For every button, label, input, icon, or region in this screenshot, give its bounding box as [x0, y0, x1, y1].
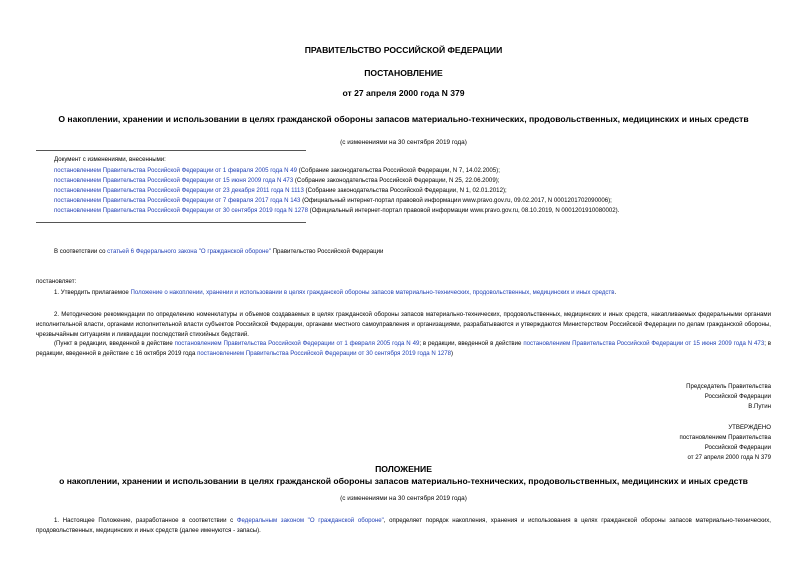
basis-paragraph: В соответствии со статьей 6 Федерального закона "О гражданской обороне" Правительство Российской Федерации — [54, 248, 384, 255]
signature-name: В.Путин — [748, 403, 771, 410]
amendment-link[interactable]: постановлением Правительства Российской Федерации от 30 сентября 2019 года N 1278 — [54, 207, 308, 214]
approved-by: постановлением Правительства — [679, 434, 771, 441]
amendment-link[interactable]: постановлением Правительства Российской Федерации от 7 февраля 2017 года N 143 — [54, 197, 301, 204]
decree-item-1: 1. Утвердить прилагаемое Положение о накоплении, хранении и использовании в целях гражданской обороны запасов материально-технических, продовольственных, медицинских и иных средств. — [54, 289, 617, 296]
document-type: ПОСТАНОВЛЕНИЕ — [364, 68, 443, 78]
regulation-heading: ПОЛОЖЕНИЕ — [375, 464, 432, 474]
approved-country: Российской Федерации — [704, 444, 771, 451]
changes-note: (с изменениями на 30 сентября 2019 года) — [340, 139, 467, 146]
document-date-number: от 27 апреля 2000 года N 379 — [342, 88, 465, 98]
amendment-item: постановлением Правительства Российской Федерации от 30 сентября 2019 года N 1278 (Официальный интернет-портал правовой информации www.pravo.gov.ru, 08.10.2019, N 0001201910080002). — [54, 207, 620, 214]
signature-country: Российской Федерации — [704, 393, 771, 400]
amendments-intro: Документ с изменениями, внесенными: — [54, 156, 166, 163]
regulation-link[interactable]: Положение о накоплении, хранении и использовании в целях гражданской обороны запасов материально-технических, продовольственных, медицинских и иных средств — [130, 289, 615, 296]
separator-line — [36, 150, 306, 151]
amendment-link[interactable]: постановлением Правительства Российской Федерации от 15 июня 2009 года N 473 — [523, 340, 765, 347]
decrees-label: постановляет: — [36, 278, 77, 285]
document-title: О накоплении, хранении и использовании в целях гражданской обороны запасов материально-технических, продовольственных, медицинских и иных средств — [58, 114, 749, 124]
amendment-item: постановлением Правительства Российской Федерации от 23 декабря 2011 года N 1113 (Собрание законодательства Российской Федерации, N 1, 02.01.2012); — [54, 187, 507, 194]
regulation-title: о накоплении, хранении и использовании в целях гражданской обороны запасов материально-технических, продовольственных, медицинских и иных средств — [59, 476, 748, 486]
amendment-item: постановлением Правительства Российской Федерации от 7 февраля 2017 года N 143 (Официальный интернет-портал правовой информации www.pravo.gov.ru, 09.02.2017, N 0001201702090006); — [54, 197, 612, 204]
approved-date: от 27 апреля 2000 года N 379 — [687, 454, 771, 461]
federal-law-link[interactable]: Федеральным законом "О гражданской обороне" — [236, 517, 384, 524]
separator-line — [36, 222, 306, 223]
amendment-link[interactable]: постановлением Правительства Российской Федерации от 1 февраля 2005 года N 49 — [174, 340, 420, 347]
amendment-link[interactable]: постановлением Правительства Российской Федерации от 30 сентября 2019 года N 1278 — [197, 350, 452, 357]
regulation-changes-note: (с изменениями на 30 сентября 2019 года) — [340, 495, 467, 502]
amendment-link[interactable]: постановлением Правительства Российской Федерации от 15 июня 2009 года N 473 — [54, 177, 294, 184]
regulation-item-1: 1. Настоящее Положение, разработанное в соответствии с Федеральным законом "О гражданской обороне", определяет порядок накопления, хранения и использования в целях гражданской обороны запасов материально-технических, продовольственных, медицинских и иных средств (далее именуются - запасы). — [36, 517, 771, 534]
decree-item-2: 2. Методические рекомендации по определению номенклатуры и объемов создаваемых в целях гражданской обороны запасов материально-технических, продовольственных, медицинских и иных средств, накапливаемых федеральными органами исполнительной власти, органами исполнительной власти субъектов Российской Федерации, органами местного самоуправления и организациями, разрабатываются и утверждаются Министерством Российской Федерации по делам гражданской обороны, чрезвычайным ситуациям и ликвидации последствий стихийных бедствий. — [36, 311, 771, 338]
signature-position: Председатель Правительства — [686, 383, 771, 390]
government-name: ПРАВИТЕЛЬСТВО РОССИЙСКОЙ ФЕДЕРАЦИИ — [304, 45, 503, 55]
amendment-link[interactable]: постановлением Правительства Российской Федерации от 1 февраля 2005 года N 49 — [54, 167, 298, 174]
federal-law-link[interactable]: статьей 6 Федерального закона "О гражданской обороне" — [107, 248, 271, 255]
amendment-link[interactable]: постановлением Правительства Российской Федерации от 23 декабря 2011 года N 1113 — [54, 187, 304, 194]
decree-item-2-note: (Пункт в редакции, введенной в действие постановлением Правительства Российской Федерации от 1 февраля 2005 года N 49; в редакции, введенной в действие постановлением Правительства Российской Федерации от 15 июня 2009 года N 473; в редакции, введенной в действие с 16 октября 2019 года постановлением Правительства Российской Федерации от 30 сентября 2019 года N 1278) — [36, 340, 772, 357]
amendment-item: постановлением Правительства Российской Федерации от 1 февраля 2005 года N 49 (Собрание законодательства Российской Федерации, N 7, 14.02.2005); — [54, 167, 500, 174]
amendment-item: постановлением Правительства Российской Федерации от 15 июня 2009 года N 473 (Собрание законодательства Российской Федерации, N 25, 22.06.2009); — [54, 177, 500, 184]
approved-label: УТВЕРЖДЕНО — [728, 424, 771, 431]
